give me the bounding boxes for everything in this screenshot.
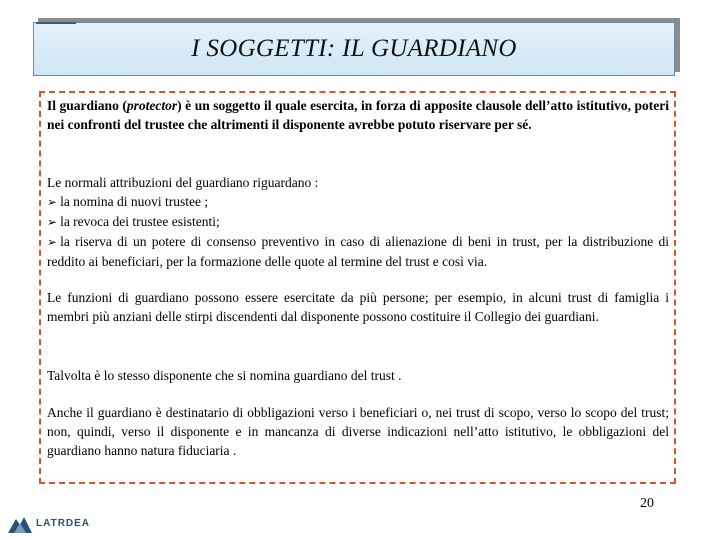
paragraph-obligations: Anche il guardiano è destinatario di obbligazioni verso i beneficiari o, nei trust di scopo, verso lo scopo del trust; non, quindi, verso il disponente e in mancanza di diverse indicazioni nell’atto istitutivo, le obbligazioni del guardiano hanno natura fiduciaria . — [47, 405, 669, 458]
paragraph1-after: ) è un soggetto il quale esercita, in forza di apposite clausole dell’atto istitutivo, poteri nei confronti del trustee che altrimenti il disponente avrebbe potuto riservare per sé. — [47, 98, 669, 132]
paragraph1-before: Il guardiano ( — [47, 98, 127, 113]
arrow-bullet-icon: ➢ — [47, 195, 58, 209]
paragraph-settlor-guardian: Talvolta è lo stesso disponente che si nomina guardiano del trust . — [47, 368, 402, 383]
logo — [8, 514, 90, 534]
list-item — [47, 192, 669, 212]
list-item — [47, 212, 669, 232]
title-box — [33, 22, 675, 76]
arrow-bullet-icon: ➢ — [47, 215, 58, 229]
logo-mark-icon — [8, 515, 32, 533]
arrow-bullet-icon: ➢ — [47, 235, 58, 249]
paragraph1-emphasis: protector — [126, 98, 178, 113]
page-number: 20 — [640, 496, 654, 511]
paragraph-guardian-definition — [47, 96, 669, 134]
slide-title: I SOGGETTI: IL GUARDIANO — [191, 35, 517, 62]
list-item — [47, 232, 669, 271]
list-item-text: la riserva di un potere di consenso preventivo in caso di alienazione di beni in trust, per la distribuzione di reddito ai beneficiari, per la formazione delle quote al termine del trust e così via. — [47, 234, 669, 269]
list-item-text: la revoca dei trustee esistenti; — [60, 214, 220, 229]
attributions-intro: Le normali attribuzioni del guardiano riguardano : — [47, 175, 319, 190]
title-corner-accent — [36, 22, 76, 24]
paragraph-attributions — [47, 173, 669, 271]
paragraph-functions: Le funzioni di guardiano possono essere esercitate da più persone; per esempio, in alcuni trust di famiglia i membri più anziani delle stirpi discendenti dal disponente possono costituire il Collegio dei guardiani. — [47, 290, 669, 324]
list-item-text: la nomina di nuovi trustee ; — [60, 194, 209, 209]
logo-text: LATRDEA — [36, 517, 91, 529]
